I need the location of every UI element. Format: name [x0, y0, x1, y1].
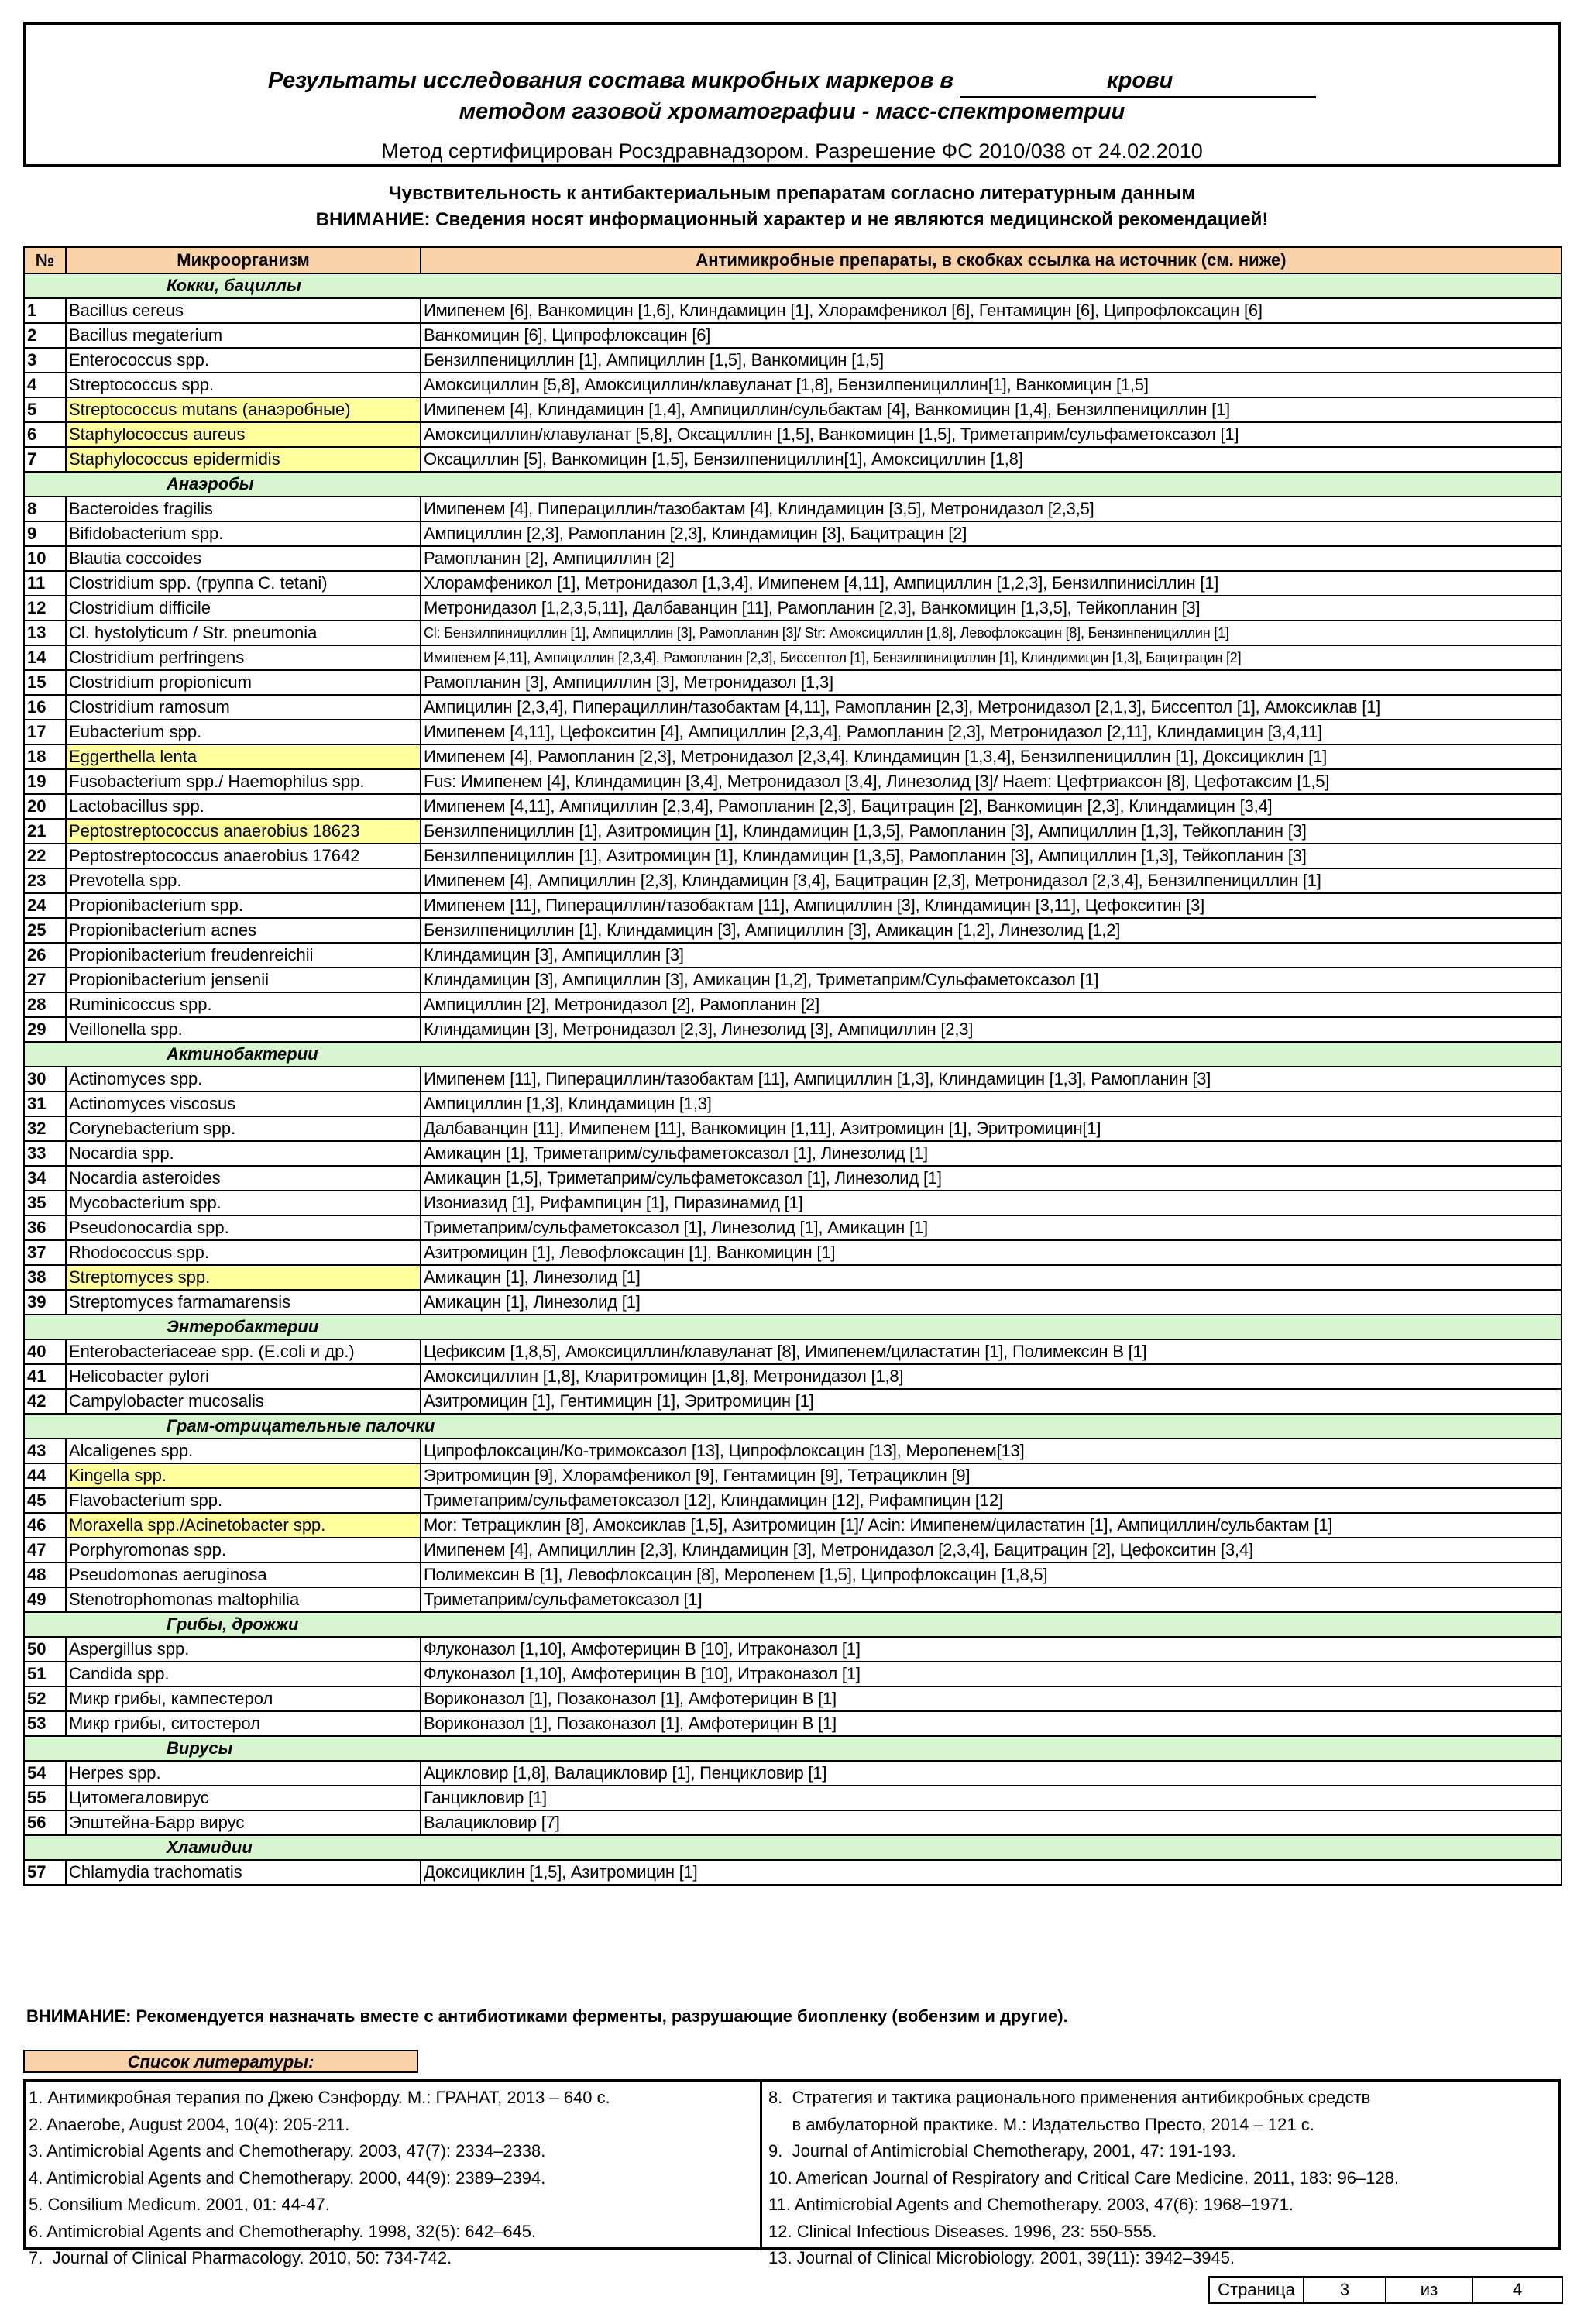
row-number: 20 [24, 794, 66, 819]
page-total: 4 [1472, 2278, 1562, 2302]
drug-list: Клиндамицин [3], Метронидазол [2,3], Линезолид [3], Ампициллин [2,3] [421, 1017, 1562, 1042]
organism-name: Kingella spp. [66, 1463, 421, 1488]
table-row [24, 621, 1562, 645]
drug-list: Ципрофлоксацин/Ко-тримоксазол [13], Ципрофлоксацин [13], Меропенем[13] [421, 1439, 1562, 1463]
drug-list: Ацикловир [1,8], Валацикловир [1], Пенцикловир [1] [421, 1761, 1562, 1786]
organism-name: Prevotella spp. [66, 868, 421, 893]
reference-item: 10. American Journal of Respiratory and Critical Care Medicine. 2011, 183: 96–128. [768, 2168, 1400, 2188]
drug-list: Валацикловир [7] [421, 1810, 1562, 1835]
organism-name: Clostridium perfringens [66, 645, 421, 670]
drug-list: Амоксициллин [1,8], Кларитромицин [1,8], Метронидазол [1,8] [421, 1364, 1562, 1389]
row-number: 19 [24, 769, 66, 794]
row-number: 44 [24, 1463, 66, 1488]
drug-list: Клиндамицин [3], Ампициллин [3] [421, 943, 1562, 968]
page-current: 3 [1303, 2278, 1385, 2302]
organism-name: Streptomyces farmamarensis [66, 1290, 421, 1315]
organism-name: Blautia coccoides [66, 546, 421, 571]
drug-list: Fus: Имипенем [4], Клиндамицин [3,4], Метронидазол [3,4], Линезолид [3]/ Haem: Цефтриаксон [8], Цефотаксим [1,5] [421, 769, 1562, 794]
table-row [24, 373, 1562, 397]
reference-item: 2. Anaerobe, August 2004, 10(4): 205-211. [29, 2114, 350, 2134]
drug-list: Ванкомицин [6], Ципрофлоксацин [6] [421, 323, 1562, 348]
reference-item: 11. Antimicrobial Agents and Chemotherapy. 2003, 47(6): 1968–1971. [768, 2195, 1294, 2214]
organism-name: Pseudonocardia spp. [66, 1215, 421, 1240]
table-row [24, 1587, 1562, 1612]
table-row [24, 1191, 1562, 1215]
organism-name: Helicobacter pylori [66, 1364, 421, 1389]
drug-list: Флуконазол [1,10], Амфотерицин В [10], Итраконазол [1] [421, 1637, 1562, 1662]
drug-list: Имипенем [4,11], Цефокситин [4], Ампициллин [2,3,4], Рамопланин [2,3], Метронидазол [2,11], Клиндамицин [3,4,11] [421, 720, 1562, 744]
organism-name: Actinomyces viscosus [66, 1092, 421, 1116]
table-row [24, 645, 1562, 670]
row-number: 48 [24, 1563, 66, 1587]
organism-name: Streptococcus mutans (анаэробные) [66, 397, 421, 422]
drug-list: Бензилпенициллин [1], Клиндамицин [3], Ампициллин [3], Амикацин [1,2], Линезолид [1,2] [421, 918, 1562, 943]
table-row [24, 1538, 1562, 1563]
organism-name: Pseudomonas aeruginosa [66, 1563, 421, 1587]
table-row [24, 720, 1562, 744]
section-header-row [24, 1835, 1562, 1860]
drug-list: Имипенем [6], Ванкомицин [1,6], Клиндамицин [1], Хлорамфеникол [6], Гентамицин [6], Ципрофлоксацин [6] [421, 298, 1562, 323]
drug-list: Метронидазол [1,2,3,5,11], Далбаванцин [11], Рамопланин [2,3], Ванкомицин [1,3,5], Тейкопланин [3] [421, 596, 1562, 621]
table-row [24, 1339, 1562, 1364]
table-row [24, 323, 1562, 348]
reference-item: в амбулаторной практике. М.: Издательство Престо, 2014 – 121 с. [768, 2114, 1314, 2134]
row-number: 54 [24, 1761, 66, 1786]
drug-list: Доксициклин [1,5], Азитромицин [1] [421, 1860, 1562, 1885]
table-row [24, 819, 1562, 844]
drug-list: Цефиксим [1,8,5], Амоксициллин/клавуланат [8], Имипенем/циластатин [1], Полимексин В [1] [421, 1339, 1562, 1364]
row-number: 26 [24, 943, 66, 968]
drug-list: Имипенем [4,11], Ампициллин [2,3,4], Рамопланин [2,3], Биссептол [1], Бензилпинициллин [1], Клиндимицин [1,3], Бацитрацин [2] [421, 645, 1562, 670]
organism-name: Enterobacteriaceae spp. (E.coli и др.) [66, 1339, 421, 1364]
section-title: Вирусы [167, 1738, 233, 1758]
organism-name: Микр грибы, кампестерол [66, 1686, 421, 1711]
row-number: 25 [24, 918, 66, 943]
drug-list: Имипенем [4], Ампициллин [2,3], Клиндамицин [3], Метронидазол [2,3,4], Бацитрацин [2], Цефокситин [3,4] [421, 1538, 1562, 1563]
organism-name: Propionibacterium acnes [66, 918, 421, 943]
drug-list: Изониазид [1], Рифампицин [1], Пиразинамид [1] [421, 1191, 1562, 1215]
organism-name: Ruminicoccus spp. [66, 992, 421, 1017]
organism-name: Propionibacterium jensenii [66, 968, 421, 992]
organism-name: Streptococcus spp. [66, 373, 421, 397]
reference-item: 4. Antimicrobial Agents and Chemotherapy. 2000, 44(9): 2389–2394. [29, 2168, 546, 2188]
drug-list: Ампицилин [2,3,4], Пиперациллин/тазобактам [4,11], Рамопланин [2,3], Метронидазол [2,1,3], Биссептол [1], Амоксиклав [1] [421, 695, 1562, 720]
table-row [24, 521, 1562, 546]
table-body [24, 273, 1562, 1885]
organism-name: Streptomyces spp. [66, 1265, 421, 1290]
drug-list: Триметаприм/сульфаметоксазол [1] [421, 1587, 1562, 1612]
section-title: Хламидии [167, 1838, 253, 1857]
row-number: 30 [24, 1067, 66, 1092]
table-row [24, 1711, 1562, 1736]
organism-name: Clostridium ramosum [66, 695, 421, 720]
organism-name: Candida spp. [66, 1662, 421, 1686]
organism-name: Eubacterium spp. [66, 720, 421, 744]
row-number: 17 [24, 720, 66, 744]
section-header-row [24, 1042, 1562, 1067]
organism-name: Flavobacterium spp. [66, 1488, 421, 1513]
table-row [24, 1067, 1562, 1092]
row-number: 18 [24, 744, 66, 769]
drug-list: Имипенем [4], Клиндамицин [1,4], Ампициллин/сульбактам [4], Ванкомицин [1,4], Бензилпенициллин [1] [421, 397, 1562, 422]
section-header-row [24, 273, 1562, 298]
reference-item: 3. Antimicrobial Agents and Chemotherapy. 2003, 47(7): 2334–2338. [29, 2141, 546, 2161]
section-title: Энтеробактерии [167, 1317, 319, 1336]
bottom-warning: ВНИМАНИЕ: Рекомендуется назначать вместе с антибиотиками ферменты, разрушающие биопленку (вобензим и другие). [26, 2006, 1068, 2026]
organism-name: Bacteroides fragilis [66, 497, 421, 521]
title-prefix: Результаты исследования состава микробных маркеров в [268, 68, 953, 93]
row-number: 36 [24, 1215, 66, 1240]
row-number: 47 [24, 1538, 66, 1563]
organism-name: Эпштейна-Барр вирус [66, 1810, 421, 1835]
reference-item: 5. Consilium Medicum. 2001, 01: 44-47. [29, 2195, 330, 2214]
title-fill-field: крови [960, 65, 1316, 98]
table-row [24, 1439, 1562, 1463]
organism-name: Staphylococcus aureus [66, 422, 421, 447]
page-label: Страница [1218, 2280, 1295, 2299]
row-number: 34 [24, 1166, 66, 1191]
references-label: Список литературы: [23, 2050, 418, 2073]
drug-list: Mor: Тетрациклин [8], Амоксиклав [1,5], Азитромицин [1]/ Acin: Имипенем/циластатин [1], Ампициллин/сульбактам [1] [421, 1513, 1562, 1538]
table-row [24, 1141, 1562, 1166]
row-number: 21 [24, 819, 66, 844]
organism-name: Enterococcus spp. [66, 348, 421, 373]
organism-name: Clostridium difficile [66, 596, 421, 621]
organism-name: Clostridium spp. (группа C. tetani) [66, 571, 421, 596]
row-number: 23 [24, 868, 66, 893]
drug-list: Бензилпенициллин [1], Ампициллин [1,5], Ванкомицин [1,5] [421, 348, 1562, 373]
organism-name: Микр грибы, ситостерол [66, 1711, 421, 1736]
table-row [24, 1686, 1562, 1711]
organism-name: Herpes spp. [66, 1761, 421, 1786]
table-row [24, 1637, 1562, 1662]
row-number: 39 [24, 1290, 66, 1315]
organism-name: Staphylococcus epidermidis [66, 447, 421, 472]
section-title: Грибы, дрожжи [167, 1614, 299, 1634]
table-row [24, 1463, 1562, 1488]
drug-list: Азитромицин [1], Левофлоксацин [1], Ванкомицин [1] [421, 1240, 1562, 1265]
table-row [24, 298, 1562, 323]
table-row [24, 348, 1562, 373]
drug-list: Имипенем [4], Ампициллин [2,3], Клиндамицин [3,4], Бацитрацин [2,3], Метронидазол [2,3,4], Бензилпенициллин [1] [421, 868, 1562, 893]
row-number: 42 [24, 1389, 66, 1414]
table-row [24, 1563, 1562, 1587]
row-number: 40 [24, 1339, 66, 1364]
drug-list: Оксациллин [5], Ванкомицин [1,5], Бензилпенициллин[1], Амоксициллин [1,8] [421, 447, 1562, 472]
row-number: 14 [24, 645, 66, 670]
drug-list: Рамопланин [3], Ампициллин [3], Метронидазол [1,3] [421, 670, 1562, 695]
references-right-column [760, 2082, 1566, 2267]
row-number: 2 [24, 323, 66, 348]
organism-name: Fusobacterium spp./ Haemophilus spp. [66, 769, 421, 794]
organism-name: Цитомегаловирус [66, 1786, 421, 1810]
drug-list: Ампициллин [2], Метронидазол [2], Рамопланин [2] [421, 992, 1562, 1017]
table-row [24, 1662, 1562, 1686]
table-row [24, 1364, 1562, 1389]
table-row [24, 546, 1562, 571]
table-row [24, 497, 1562, 521]
reference-item: 8. Стратегия и тактика рационального применения антибикробных средств [768, 2088, 1371, 2107]
row-number: 22 [24, 844, 66, 868]
drug-list: Амоксициллин/клавуланат [5,8], Оксациллин [1,5], Ванкомицин [1,5], Триметаприм/сульфаметоксазол [1] [421, 422, 1562, 447]
col-drugs-header: Антимикробные препараты, в скобках ссылка на источник (см. ниже) [421, 247, 1562, 273]
drug-list: Бензилпенициллин [1], Азитромицин [1], Клиндамицин [1,3,5], Рамопланин [3], Ампициллин [1,3], Тейкопланин [3] [421, 819, 1562, 844]
row-number: 12 [24, 596, 66, 621]
drug-list: Амикацин [1], Линезолид [1] [421, 1265, 1562, 1290]
drug-list: Амикацин [1], Триметаприм/сульфаметоксазол [1], Линезолид [1] [421, 1141, 1562, 1166]
section-header-row [24, 1414, 1562, 1439]
table-row [24, 1860, 1562, 1885]
table-row [24, 943, 1562, 968]
section-title: Грам-отрицательные палочки [167, 1416, 435, 1435]
table-row [24, 397, 1562, 422]
drug-list: Триметаприм/сульфаметоксазол [1], Линезолид [1], Амикацин [1] [421, 1215, 1562, 1240]
table-row [24, 1513, 1562, 1538]
row-number: 32 [24, 1116, 66, 1141]
notice-line1: Чувствительность к антибактериальным препаратам согласно литературным данным [388, 183, 1196, 204]
row-number: 50 [24, 1637, 66, 1662]
organism-name: Mycobacterium spp. [66, 1191, 421, 1215]
drug-list: Флуконазол [1,10], Амфотерицин В [10], Итраконазол [1] [421, 1662, 1562, 1686]
organism-name: Propionibacterium freudenreichii [66, 943, 421, 968]
row-number: 29 [24, 1017, 66, 1042]
table-row [24, 1810, 1562, 1835]
row-number: 38 [24, 1265, 66, 1290]
row-number: 31 [24, 1092, 66, 1116]
drug-list: Амоксициллин [5,8], Амоксициллин/клавуланат [1,8], Бензилпенициллин[1], Ванкомицин [1,5] [421, 373, 1562, 397]
table-row [24, 769, 1562, 794]
drug-list: Бензилпенициллин [1], Азитромицин [1], Клиндамицин [1,3,5], Рамопланин [3], Ампициллин [1,3], Тейкопланин [3] [421, 844, 1562, 868]
drug-list: Рамопланин [2], Ампициллин [2] [421, 546, 1562, 571]
report-header [23, 22, 1561, 167]
row-number: 11 [24, 571, 66, 596]
reference-item: 9. Journal of Antimicrobial Chemotherapy, 2001, 47: 191-193. [768, 2141, 1236, 2161]
drug-list: Клиндамицин [3], Ампициллин [3], Амикацин [1,2], Триметаприм/Сульфаметоксазол [1] [421, 968, 1562, 992]
table-row [24, 968, 1562, 992]
row-number: 45 [24, 1488, 66, 1513]
drug-list: Ампициллин [2,3], Рамопланин [2,3], Клиндамицин [3], Бацитрацин [2] [421, 521, 1562, 546]
row-number: 9 [24, 521, 66, 546]
organism-name: Rhodococcus spp. [66, 1240, 421, 1265]
organism-name: Veillonella spp. [66, 1017, 421, 1042]
table-row [24, 868, 1562, 893]
table-row [24, 918, 1562, 943]
organism-name: Alcaligenes spp. [66, 1439, 421, 1463]
organism-name: Bacillus megaterium [66, 323, 421, 348]
row-number: 24 [24, 893, 66, 918]
row-number: 53 [24, 1711, 66, 1736]
organism-name: Clostridium propionicum [66, 670, 421, 695]
row-number: 15 [24, 670, 66, 695]
drug-list: Имипенем [11], Пиперациллин/тазобактам [11], Ампициллин [1,3], Клиндамицин [1,3], Рамопланин [3] [421, 1067, 1562, 1092]
drug-list: Азитромицин [1], Гентимицин [1], Эритромицин [1] [421, 1389, 1562, 1414]
row-number: 33 [24, 1141, 66, 1166]
table-row [24, 422, 1562, 447]
table-header-row [24, 247, 1562, 273]
organism-name: Lactobacillus spp. [66, 794, 421, 819]
row-number: 5 [24, 397, 66, 422]
table-row [24, 1116, 1562, 1141]
row-number: 37 [24, 1240, 66, 1265]
row-number: 8 [24, 497, 66, 521]
section-header-row [24, 1315, 1562, 1339]
organism-name: Nocardia spp. [66, 1141, 421, 1166]
organism-name: Eggerthella lenta [66, 744, 421, 769]
organism-name: Aspergillus spp. [66, 1637, 421, 1662]
table-row [24, 1389, 1562, 1414]
organism-name: Nocardia asteroides [66, 1166, 421, 1191]
row-number: 35 [24, 1191, 66, 1215]
organism-name: Corynebacterium spp. [66, 1116, 421, 1141]
row-number: 27 [24, 968, 66, 992]
reference-item: 6. Antimicrobial Agents and Chemotheraphy. 1998, 32(5): 642–645. [29, 2221, 537, 2241]
drug-list: Хлорамфеникол [1], Метронидазол [1,3,4], Имипенем [4,11], Ампициллин [1,2,3], Бензилпиниciллин [1] [421, 571, 1562, 596]
table-row [24, 1092, 1562, 1116]
row-number: 56 [24, 1810, 66, 1835]
organism-name: Propionibacterium spp. [66, 893, 421, 918]
organism-name: Chlamydia trachomatis [66, 1860, 421, 1885]
row-number: 51 [24, 1662, 66, 1686]
table-row [24, 1290, 1562, 1315]
table-row [24, 1166, 1562, 1191]
organism-name: Peptostreptococcus anaerobius 17642 [66, 844, 421, 868]
notice-line2: ВНИМАНИЕ: Сведения носят информационный характер и не являются медицинской рекомендацией! [315, 209, 1269, 230]
table-row [24, 1488, 1562, 1513]
organism-name: Campylobacter mucosalis [66, 1389, 421, 1414]
drug-list: Ганцикловир [1] [421, 1786, 1562, 1810]
references-box [23, 2079, 1561, 2267]
section-header-row [24, 1612, 1562, 1637]
section-title: Актинобактерии [167, 1044, 318, 1064]
table-row [24, 695, 1562, 720]
organism-name: Moraxella spp./Acinetobacter spp. [66, 1513, 421, 1538]
drug-list: Полимексин В [1], Левофлоксацин [8], Меропенем [1,5], Ципрофлоксацин [1,8,5] [421, 1563, 1562, 1587]
row-number: 49 [24, 1587, 66, 1612]
drug-list: Амикацин [1], Линезолид [1] [421, 1290, 1562, 1315]
reference-item: 7. Journal of Clinical Pharmacology. 2010, 50: 734-742. [29, 2248, 452, 2267]
row-number: 46 [24, 1513, 66, 1538]
organism-name: Bacillus cereus [66, 298, 421, 323]
organism-name: Actinomyces spp. [66, 1067, 421, 1092]
table-row [24, 744, 1562, 769]
table-row [24, 670, 1562, 695]
drug-list: Амикацин [1,5], Триметаприм/сульфаметоксазол [1], Линезолид [1] [421, 1166, 1562, 1191]
drug-list: Далбаванцин [11], Имипенем [11], Ванкомицин [1,11], Азитромицин [1], Эритромицин[1] [421, 1116, 1562, 1141]
table-row [24, 1761, 1562, 1786]
table-row [24, 992, 1562, 1017]
reference-item: 1. Антимикробная терапия по Джею Сэнфорду. М.: ГРАНАТ, 2013 – 640 с. [29, 2088, 610, 2107]
col-organism-header: Микроорганизм [66, 247, 421, 273]
row-number: 13 [24, 621, 66, 645]
report-title-line2: методом газовой хроматографии - масс-спектрометрии [459, 99, 1125, 124]
table-row [24, 893, 1562, 918]
page-indicator [1208, 2276, 1563, 2304]
row-number: 6 [24, 422, 66, 447]
table-row [24, 1265, 1562, 1290]
row-number: 43 [24, 1439, 66, 1463]
row-number: 57 [24, 1860, 66, 1885]
drug-list: Вориконазол [1], Позаконазол [1], Амфотерицин В [1] [421, 1686, 1562, 1711]
table-row [24, 1215, 1562, 1240]
table-row [24, 1017, 1562, 1042]
sensitivity-table [23, 246, 1562, 1886]
table-row [24, 571, 1562, 596]
organism-name: Porphyromonas spp. [66, 1538, 421, 1563]
row-number: 4 [24, 373, 66, 397]
drug-list: Имипенем [11], Пиперациллин/тазобактам [11], Ампициллин [3], Клиндамицин [3,11], Цефокситин [3] [421, 893, 1562, 918]
drug-list: Вориконазол [1], Позаконазол [1], Амфотерицин В [1] [421, 1711, 1562, 1736]
organism-name: Peptostreptococcus anaerobius 18623 [66, 819, 421, 844]
section-header-row [24, 472, 1562, 497]
table-row [24, 596, 1562, 621]
table-row [24, 1786, 1562, 1810]
row-number: 55 [24, 1786, 66, 1810]
row-number: 52 [24, 1686, 66, 1711]
section-title: Кокки, бациллы [167, 276, 301, 295]
drug-list: Cl: Бензилпинициллин [1], Ампициллин [3], Рамопланин [3]/ Str: Амоксициллин [1,8], Левофлоксацин [8], Бензинпенициллин [1] [421, 621, 1562, 645]
row-number: 3 [24, 348, 66, 373]
organism-name: Bifidobacterium spp. [66, 521, 421, 546]
report-title-line1 [26, 65, 1558, 98]
section-title: Анаэробы [167, 474, 254, 493]
section-header-row [24, 1736, 1562, 1761]
organism-name: Stenotrophomonas maltophilia [66, 1587, 421, 1612]
col-number-header: № [24, 247, 66, 273]
row-number: 10 [24, 546, 66, 571]
table-row [24, 844, 1562, 868]
drug-list: Имипенем [4], Пиперациллин/тазобактам [4], Клиндамицин [3,5], Метронидазол [2,3,5] [421, 497, 1562, 521]
drug-list: Триметаприм/сульфаметоксазол [12], Клиндамицин [12], Рифампицин [12] [421, 1488, 1562, 1513]
row-number: 7 [24, 447, 66, 472]
table-row [24, 794, 1562, 819]
reference-item: 12. Clinical Infectious Diseases. 1996, 23: 550-555. [768, 2221, 1157, 2241]
row-number: 28 [24, 992, 66, 1017]
organism-name: Cl. hystolyticum / Str. pneumonia [66, 621, 421, 645]
references-left-column [29, 2085, 765, 2272]
drug-list: Эритромицин [9], Хлорамфеникол [9], Гентамицин [9], Тетрациклин [9] [421, 1463, 1562, 1488]
page-of: из [1385, 2278, 1472, 2302]
drug-list: Имипенем [4,11], Ампициллин [2,3,4], Рамопланин [2,3], Бацитрацин [2], Ванкомицин [2,3], Клиндамицин [3,4] [421, 794, 1562, 819]
row-number: 1 [24, 298, 66, 323]
reference-item: 13. Journal of Clinical Microbiology. 2001, 39(11): 3942–3945. [768, 2248, 1235, 2267]
row-number: 16 [24, 695, 66, 720]
table-row [24, 1240, 1562, 1265]
table-row [24, 447, 1562, 472]
drug-list: Имипенем [4], Рамопланин [2,3], Метронидазол [2,3,4], Клиндамицин [1,3,4], Бензилпенициллин [1], Доксициклин [1] [421, 744, 1562, 769]
drug-list: Ампициллин [1,3], Клиндамицин [1,3] [421, 1092, 1562, 1116]
row-number: 41 [24, 1364, 66, 1389]
method-certificate: Метод сертифицирован Росздравнадзором. Разрешение ФС 2010/038 от 24.02.2010 [381, 139, 1203, 163]
